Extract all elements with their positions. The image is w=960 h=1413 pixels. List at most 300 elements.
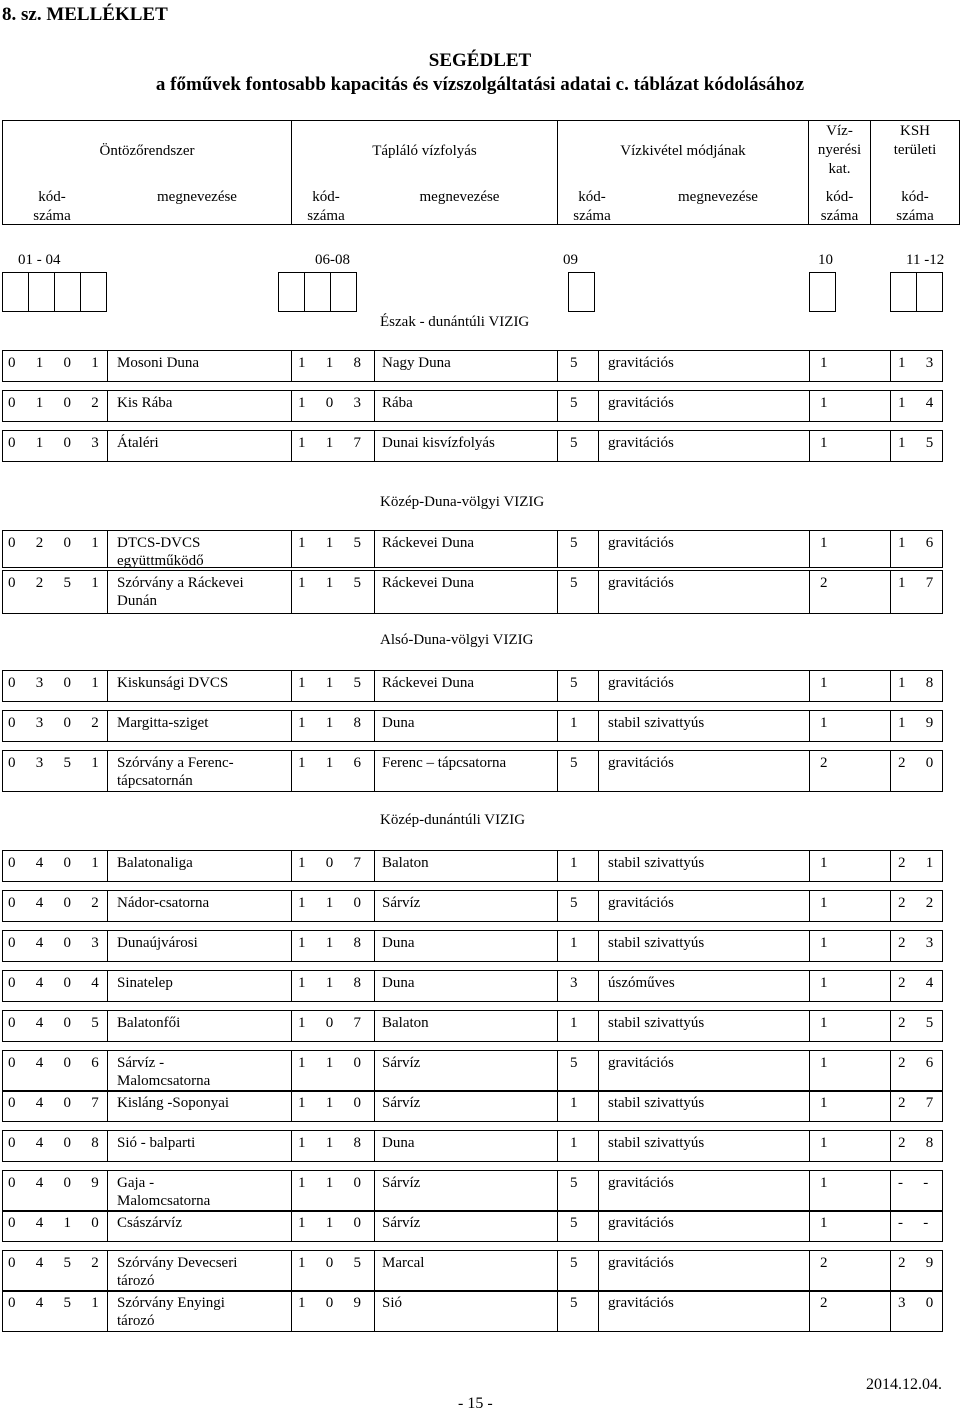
intake-name: stabil szivattyús xyxy=(608,715,705,731)
column-divider xyxy=(598,1170,599,1212)
column-divider xyxy=(557,390,558,422)
header-water-category: Víz- nyerési kat. xyxy=(817,123,862,177)
source-code: 1 0 7 xyxy=(298,855,370,871)
column-divider xyxy=(291,1130,292,1162)
irrigation-name: Sinatelep xyxy=(117,975,173,991)
column-divider xyxy=(809,1250,810,1292)
column-divider xyxy=(598,890,599,922)
column-divider xyxy=(890,390,891,422)
column-divider xyxy=(890,850,891,882)
column-divider xyxy=(809,750,810,792)
column-divider xyxy=(374,390,375,422)
column-divider xyxy=(557,750,558,792)
irrigation-code: 0 4 0 1 xyxy=(8,855,107,871)
column-divider xyxy=(374,710,375,742)
irrigation-code: 0 2 0 1 xyxy=(8,535,107,551)
column-divider xyxy=(374,350,375,382)
water-category-code: 2 xyxy=(820,755,828,771)
column-divider xyxy=(557,1090,558,1122)
header-name: megnevezése xyxy=(157,189,237,205)
column-divider xyxy=(291,930,292,962)
source-name: Sárvíz xyxy=(382,1175,421,1191)
intake-code: 5 xyxy=(570,395,578,411)
source-name: Balaton xyxy=(382,855,429,871)
source-name: Ráckevei Duna xyxy=(382,575,475,591)
irrigation-code: 0 3 0 1 xyxy=(8,675,107,691)
header-code: kód- száma xyxy=(820,189,859,224)
code-range-intake: 09 xyxy=(563,252,578,268)
column-divider xyxy=(809,1090,810,1122)
source-code: 1 1 0 xyxy=(298,1175,370,1191)
column-divider xyxy=(291,1090,292,1122)
intake-name: gravitációs xyxy=(608,395,674,411)
column-divider xyxy=(291,710,292,742)
section-title: Közép-dunántúli VIZIG xyxy=(380,812,526,828)
document-date: 2014.12.04. xyxy=(866,1376,942,1393)
source-code: 1 1 0 xyxy=(298,1215,370,1231)
irrigation-name: Szórvány Enyingi xyxy=(117,1295,225,1311)
column-divider xyxy=(291,670,292,702)
column-divider xyxy=(291,390,292,422)
column-divider xyxy=(107,350,108,382)
source-name: Duna xyxy=(382,935,415,951)
header-name: megnevezése xyxy=(419,189,500,205)
source-name: Sárvíz xyxy=(382,1215,421,1231)
column-divider xyxy=(374,430,375,462)
ksh-code: 1 8 xyxy=(898,675,942,691)
column-divider xyxy=(809,710,810,742)
irrigation-name-line2: Malomcsatorna xyxy=(117,1193,211,1209)
column-divider xyxy=(598,1010,599,1042)
source-code: 1 1 5 xyxy=(298,535,370,551)
water-category-code: 1 xyxy=(820,395,828,411)
column-divider xyxy=(809,1050,810,1092)
column-divider xyxy=(890,1210,891,1242)
intake-name: gravitációs xyxy=(608,435,674,451)
column-divider xyxy=(598,970,599,1002)
source-name: Duna xyxy=(382,975,415,991)
ksh-code: 3 0 xyxy=(898,1295,942,1311)
column-divider xyxy=(374,890,375,922)
column-divider xyxy=(291,430,292,462)
column-divider xyxy=(291,890,292,922)
intake-name: úszóműves xyxy=(608,975,675,991)
intake-code: 1 xyxy=(570,935,578,951)
ksh-code: 2 9 xyxy=(898,1255,942,1271)
column-divider xyxy=(557,570,558,614)
source-code: 1 1 6 xyxy=(298,755,370,771)
column-divider xyxy=(890,1050,891,1092)
source-name: Duna xyxy=(382,715,415,731)
source-code: 1 1 7 xyxy=(298,435,370,451)
column-divider xyxy=(557,1290,558,1332)
intake-code: 1 xyxy=(570,715,578,731)
source-code: 1 0 5 xyxy=(298,1255,370,1271)
column-divider xyxy=(291,350,292,382)
column-divider xyxy=(291,530,292,568)
irrigation-code: 0 4 0 9 xyxy=(8,1175,107,1191)
code-range-source: 06-08 xyxy=(315,252,350,268)
column-divider xyxy=(557,1210,558,1242)
column-divider xyxy=(598,430,599,462)
column-divider xyxy=(107,970,108,1002)
column-divider xyxy=(107,570,108,614)
column-divider xyxy=(890,430,891,462)
water-category-code: 2 xyxy=(820,575,828,591)
source-code: 1 1 0 xyxy=(298,1095,370,1111)
column-divider xyxy=(598,1130,599,1162)
irrigation-name-line2: Dunán xyxy=(117,593,157,609)
intake-code: 5 xyxy=(570,1215,578,1231)
irrigation-name: Császárvíz xyxy=(117,1215,182,1231)
intake-name: stabil szivattyús xyxy=(608,1095,705,1111)
intake-code: 5 xyxy=(570,1255,578,1271)
column-divider xyxy=(890,710,891,742)
column-divider xyxy=(107,1250,108,1292)
ksh-code: - - xyxy=(898,1175,937,1191)
column-divider xyxy=(107,390,108,422)
column-divider xyxy=(809,1010,810,1042)
irrigation-code: 0 4 0 6 xyxy=(8,1055,107,1071)
column-divider xyxy=(890,1090,891,1122)
column-divider xyxy=(374,1170,375,1212)
water-category-code: 1 xyxy=(820,355,828,371)
column-divider xyxy=(557,670,558,702)
ksh-code: 2 3 xyxy=(898,935,942,951)
irrigation-name: Szórvány Devecseri xyxy=(117,1255,238,1271)
document-subtitle: a főművek fontosabb kapacitás és vízszolgáltatási adatai c. táblázat kódolásához xyxy=(155,74,805,95)
header-name: megnevezése xyxy=(678,189,758,205)
ksh-code: 2 0 xyxy=(898,755,942,771)
water-category-code: 1 xyxy=(820,895,828,911)
column-divider xyxy=(107,850,108,882)
irrigation-name: Kisláng -Soponyai xyxy=(117,1095,230,1111)
intake-code: 5 xyxy=(570,1295,578,1311)
water-category-code: 1 xyxy=(820,1055,828,1071)
irrigation-name: Kiskunsági DVCS xyxy=(117,675,229,691)
column-divider xyxy=(374,1130,375,1162)
column-divider xyxy=(809,530,810,568)
column-divider xyxy=(598,710,599,742)
section-title: Alsó-Duna-völgyi VIZIG xyxy=(380,632,534,648)
source-name: Sárvíz xyxy=(382,1095,421,1111)
irrigation-code: 0 4 0 3 xyxy=(8,935,107,951)
source-name: Ráckevei Duna xyxy=(382,675,475,691)
column-divider xyxy=(598,570,599,614)
column-divider xyxy=(890,1250,891,1292)
ksh-code: 2 4 xyxy=(898,975,942,991)
column-divider xyxy=(374,970,375,1002)
intake-name: gravitációs xyxy=(608,355,674,371)
intake-name: gravitációs xyxy=(608,535,674,551)
column-divider xyxy=(890,670,891,702)
column-divider xyxy=(557,1130,558,1162)
irrigation-name-line2: tározó xyxy=(117,1273,155,1289)
intake-name: gravitációs xyxy=(608,755,674,771)
page-number: - 15 - xyxy=(458,1395,493,1412)
water-category-code: 1 xyxy=(820,1135,828,1151)
column-divider xyxy=(890,530,891,568)
column-divider xyxy=(291,970,292,1002)
source-name: Rába xyxy=(382,395,413,411)
column-divider xyxy=(557,850,558,882)
column-divider xyxy=(291,1210,292,1242)
ksh-code: 1 3 xyxy=(898,355,942,371)
column-divider xyxy=(598,1290,599,1332)
header-code: kód- száma xyxy=(307,189,345,224)
column-divider xyxy=(291,1170,292,1212)
column-divider xyxy=(374,850,375,882)
source-code: 1 0 3 xyxy=(298,395,370,411)
column-divider xyxy=(890,570,891,614)
intake-code: 1 xyxy=(570,1135,578,1151)
irrigation-name: Balatonfői xyxy=(117,1015,181,1031)
intake-code: 5 xyxy=(570,755,578,771)
water-category-code: 1 xyxy=(820,975,828,991)
column-divider xyxy=(107,1290,108,1332)
intake-code: 5 xyxy=(570,435,578,451)
column-divider xyxy=(291,1250,292,1292)
ksh-code: 2 6 xyxy=(898,1055,942,1071)
column-divider xyxy=(557,1170,558,1212)
ksh-code: 1 4 xyxy=(898,395,942,411)
column-divider xyxy=(557,930,558,962)
water-category-code: 1 xyxy=(820,855,828,871)
irrigation-name: Szórvány a Ráckevei xyxy=(117,575,244,591)
source-code: 1 1 5 xyxy=(298,575,370,591)
column-divider xyxy=(374,1250,375,1292)
source-code: 1 1 0 xyxy=(298,895,370,911)
column-divider xyxy=(809,850,810,882)
column-divider xyxy=(107,530,108,568)
source-name: Sárvíz xyxy=(382,1055,421,1071)
column-divider xyxy=(890,1290,891,1332)
column-divider xyxy=(598,350,599,382)
source-name: Sárvíz xyxy=(382,895,421,911)
irrigation-code: 0 2 5 1 xyxy=(8,575,107,591)
water-category-code: 1 xyxy=(820,1015,828,1031)
column-divider xyxy=(809,1170,810,1212)
irrigation-name: DTCS-DVCS xyxy=(117,535,201,551)
column-divider xyxy=(374,670,375,702)
water-category-code: 1 xyxy=(820,1175,828,1191)
source-name: Sió xyxy=(382,1295,403,1311)
water-category-code: 1 xyxy=(820,1095,828,1111)
column-divider xyxy=(809,670,810,702)
header-ksh: KSH területi xyxy=(893,123,937,158)
header-code: kód- száma xyxy=(33,189,71,224)
irrigation-name-line2: Malomcsatorna xyxy=(117,1073,211,1089)
column-divider xyxy=(374,1290,375,1332)
column-divider xyxy=(107,750,108,792)
ksh-code: - - xyxy=(898,1215,937,1231)
irrigation-name: Átaléri xyxy=(117,435,159,451)
column-divider xyxy=(809,430,810,462)
intake-name: gravitációs xyxy=(608,1055,674,1071)
irrigation-code: 0 3 0 2 xyxy=(8,715,107,731)
column-divider xyxy=(374,1050,375,1092)
ksh-code: 2 1 xyxy=(898,855,942,871)
ksh-code: 2 7 xyxy=(898,1095,942,1111)
water-category-code: 1 xyxy=(820,435,828,451)
column-divider xyxy=(107,710,108,742)
intake-name: stabil szivattyús xyxy=(608,855,705,871)
column-divider xyxy=(890,930,891,962)
irrigation-name: Balatonaliga xyxy=(117,855,193,871)
irrigation-name: Gaja - xyxy=(117,1175,155,1191)
ksh-code: 2 5 xyxy=(898,1015,942,1031)
column-divider xyxy=(557,350,558,382)
header-intake: Vízkivétel módjának xyxy=(620,143,746,159)
irrigation-code: 0 4 5 2 xyxy=(8,1255,107,1271)
intake-code: 5 xyxy=(570,895,578,911)
intake-code: 1 xyxy=(570,1095,578,1111)
source-name: Duna xyxy=(382,1135,415,1151)
column-divider xyxy=(557,710,558,742)
intake-code: 1 xyxy=(570,1015,578,1031)
intake-name: gravitációs xyxy=(608,1295,674,1311)
source-code: 1 1 5 xyxy=(298,675,370,691)
column-divider xyxy=(598,530,599,568)
column-divider xyxy=(107,1210,108,1242)
column-divider xyxy=(374,1210,375,1242)
column-divider xyxy=(107,890,108,922)
intake-code: 3 xyxy=(570,975,578,991)
irrigation-name: Kis Rába xyxy=(117,395,173,411)
intake-name: stabil szivattyús xyxy=(608,1015,705,1031)
column-divider xyxy=(107,930,108,962)
header-source: Tápláló vízfolyás xyxy=(372,143,477,159)
header-code: kód- száma xyxy=(896,189,934,224)
column-divider xyxy=(890,350,891,382)
column-divider xyxy=(107,1170,108,1212)
water-category-code: 2 xyxy=(820,1255,828,1271)
source-code: 1 1 8 xyxy=(298,1135,370,1151)
water-category-code: 1 xyxy=(820,675,828,691)
column-divider xyxy=(809,1290,810,1332)
column-divider xyxy=(598,850,599,882)
intake-name: gravitációs xyxy=(608,1175,674,1191)
source-name: Balaton xyxy=(382,1015,429,1031)
column-divider xyxy=(107,1090,108,1122)
intake-name: gravitációs xyxy=(608,1215,674,1231)
column-divider xyxy=(374,1010,375,1042)
column-divider xyxy=(291,1010,292,1042)
source-code: 1 1 0 xyxy=(298,1055,370,1071)
column-divider xyxy=(598,1050,599,1092)
source-name: Ráckevei Duna xyxy=(382,535,475,551)
column-divider xyxy=(374,530,375,568)
ksh-code: 1 9 xyxy=(898,715,942,731)
intake-name: gravitációs xyxy=(608,895,674,911)
document-title: SEGÉDLET xyxy=(428,50,532,71)
column-divider xyxy=(557,430,558,462)
irrigation-name: Nádor-csatorna xyxy=(117,895,210,911)
column-divider xyxy=(890,890,891,922)
section-title: Észak - dunántúli VIZIG xyxy=(380,314,530,330)
irrigation-code: 0 1 0 3 xyxy=(8,435,107,451)
column-divider xyxy=(291,850,292,882)
column-divider xyxy=(890,1170,891,1212)
intake-code: 5 xyxy=(570,1055,578,1071)
column-divider xyxy=(374,1090,375,1122)
irrigation-name: Sárvíz - xyxy=(117,1055,165,1071)
column-divider xyxy=(557,530,558,568)
ksh-code: 1 6 xyxy=(898,535,942,551)
column-divider xyxy=(809,350,810,382)
column-divider xyxy=(291,1290,292,1332)
water-category-code: 1 xyxy=(820,715,828,731)
column-divider xyxy=(809,890,810,922)
intake-name: gravitációs xyxy=(608,575,674,591)
irrigation-name: Mosoni Duna xyxy=(117,355,200,371)
irrigation-name-line2: tározó xyxy=(117,1313,155,1329)
header-code: kód- száma xyxy=(573,189,611,224)
column-divider xyxy=(291,750,292,792)
column-divider xyxy=(107,1010,108,1042)
irrigation-code: 0 4 0 4 xyxy=(8,975,107,991)
irrigation-code: 0 1 0 1 xyxy=(8,355,107,371)
column-divider xyxy=(557,890,558,922)
source-code: 1 0 7 xyxy=(298,1015,370,1031)
column-divider xyxy=(557,1010,558,1042)
column-divider xyxy=(890,970,891,1002)
column-divider xyxy=(598,670,599,702)
intake-code: 5 xyxy=(570,675,578,691)
column-divider xyxy=(890,750,891,792)
intake-code: 5 xyxy=(570,575,578,591)
ksh-code: 1 5 xyxy=(898,435,942,451)
water-category-code: 1 xyxy=(820,935,828,951)
column-divider xyxy=(557,1050,558,1092)
column-divider xyxy=(598,930,599,962)
column-divider xyxy=(107,670,108,702)
irrigation-name-line2: együttműködő xyxy=(117,553,204,569)
column-divider xyxy=(809,1210,810,1242)
irrigation-name: Margitta-sziget xyxy=(117,715,209,731)
source-name: Dunai kisvízfolyás xyxy=(382,435,495,451)
irrigation-code: 0 4 0 7 xyxy=(8,1095,107,1111)
source-code: 1 1 8 xyxy=(298,935,370,951)
column-divider xyxy=(557,970,558,1002)
column-divider xyxy=(809,390,810,422)
ksh-code: 2 8 xyxy=(898,1135,942,1151)
source-code: 1 0 9 xyxy=(298,1295,370,1311)
header-irrigation: Öntözőrendszer xyxy=(99,143,195,159)
ksh-code: 1 7 xyxy=(898,575,942,591)
annex-label: 8. sz. MELLÉKLET xyxy=(2,4,168,25)
column-divider xyxy=(809,970,810,1002)
water-category-code: 1 xyxy=(820,535,828,551)
column-divider xyxy=(291,1050,292,1092)
irrigation-code: 0 3 5 1 xyxy=(8,755,107,771)
irrigation-name: Szórvány a Ferenc- xyxy=(117,755,234,771)
water-category-code: 1 xyxy=(820,1215,828,1231)
column-divider xyxy=(890,1130,891,1162)
intake-code: 5 xyxy=(570,1175,578,1191)
source-name: Ferenc – tápcsatorna xyxy=(382,755,507,771)
intake-name: stabil szivattyús xyxy=(608,935,705,951)
column-divider xyxy=(107,1050,108,1092)
source-code: 1 1 8 xyxy=(298,715,370,731)
column-divider xyxy=(374,570,375,614)
irrigation-code: 0 4 1 0 xyxy=(8,1215,107,1231)
source-name: Marcal xyxy=(382,1255,425,1271)
intake-code: 5 xyxy=(570,355,578,371)
column-divider xyxy=(598,1250,599,1292)
irrigation-code: 0 4 5 1 xyxy=(8,1295,107,1311)
column-divider xyxy=(557,1250,558,1292)
